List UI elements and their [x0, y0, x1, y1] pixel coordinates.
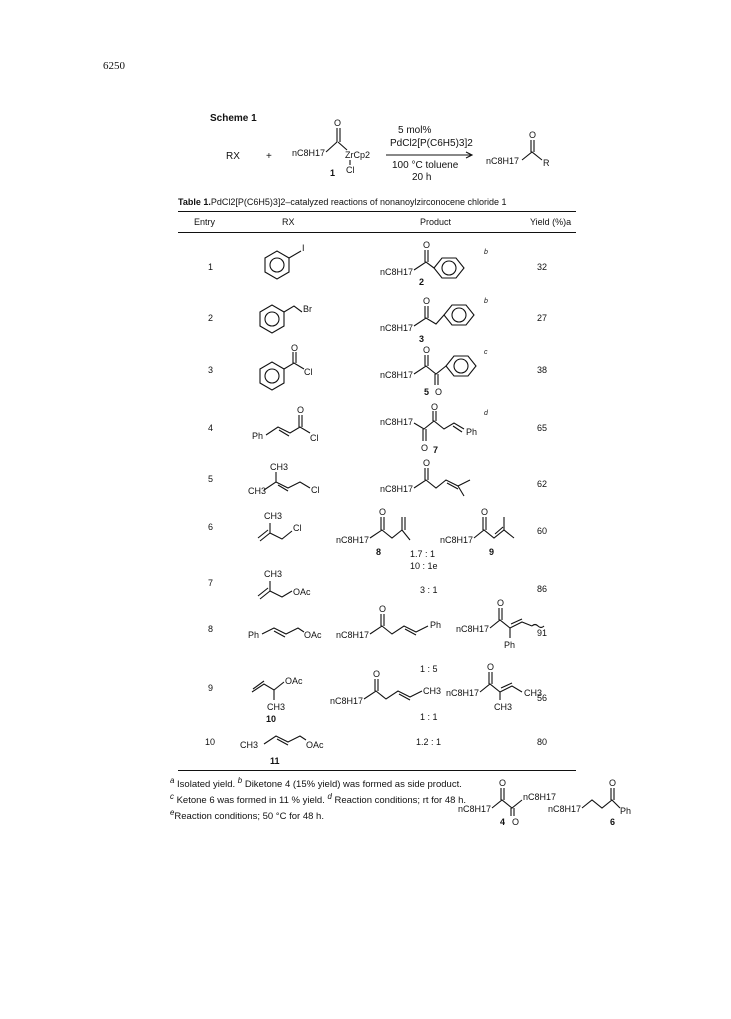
- product-2-note: b: [484, 298, 488, 305]
- rx-5-atom: Cl: [311, 485, 320, 495]
- rx-4-atom: Cl: [310, 433, 319, 443]
- table-top-rule: [178, 211, 576, 212]
- header-rx: RX: [282, 217, 295, 227]
- scheme-cond-time: 20 h: [412, 172, 432, 183]
- header-product: Product: [420, 217, 452, 227]
- rx-3-atom: Cl: [304, 367, 313, 377]
- product-8-ph: Ph: [430, 620, 442, 630]
- entry-6: 6: [208, 522, 214, 532]
- page-number: 6250: [103, 60, 125, 72]
- entry-5: 5: [208, 474, 214, 484]
- rx-8-ph: Ph: [248, 630, 260, 640]
- rx-benzoyl-chloride: [252, 345, 322, 390]
- svg-text:O: O: [423, 296, 431, 306]
- entry-3: 3: [208, 365, 214, 375]
- scheme-cond-catalyst: PdCl2[P(C6H5)3]2: [390, 138, 473, 149]
- svg-text:O: O: [291, 343, 299, 353]
- entry-10: 10: [205, 737, 216, 747]
- ratio-9: 1 : 1: [420, 712, 438, 722]
- ketone-6-structure: [548, 776, 658, 826]
- footnote-ketone-label: 6: [610, 817, 616, 827]
- product-1-label: 2: [419, 277, 425, 287]
- svg-text:O: O: [512, 817, 520, 827]
- scheme-product-r: R: [543, 158, 550, 168]
- svg-text:O: O: [423, 240, 431, 250]
- svg-text:O: O: [373, 669, 381, 679]
- footnote-a: $^a$ Isolated yield. $^b$ Diketone 4 (15% yield) was formed as side product.: [170, 776, 462, 791]
- product-8-9-structures: [336, 505, 516, 585]
- product-5-structure: [376, 345, 516, 405]
- product-4-chain: nC8H17: [380, 417, 414, 427]
- svg-text:O: O: [481, 507, 489, 517]
- rx-iodobenzene: [255, 244, 315, 284]
- entry-7: 7: [208, 578, 214, 588]
- entry-8: 8: [208, 624, 214, 634]
- yield-3: 38: [537, 365, 548, 375]
- svg-text:O: O: [609, 778, 617, 788]
- rx-9-atom: OAc: [285, 676, 303, 686]
- footnote-c: $^c$ Ketone 6 was formed in 11 % yield. $^d$ Reaction conditions; rt for 48 h. $^e$Reaction conditions; 50 °C for 48 h.: [170, 792, 466, 823]
- rx-7-atom: OAc: [293, 587, 311, 597]
- scheme-reagent-cl: Cl: [346, 165, 355, 175]
- svg-text:O: O: [497, 598, 505, 608]
- product-1-note: b: [484, 249, 488, 256]
- rx-10-atom: OAc: [306, 740, 324, 750]
- svg-text:O: O: [379, 507, 387, 517]
- svg-text:O: O: [499, 778, 507, 788]
- rx-6-me: CH3: [264, 511, 283, 521]
- product-7-structure: [376, 403, 516, 463]
- rx-cinnamoyl-chloride: [252, 403, 332, 448]
- ratio-10: 1.2 : 1: [416, 737, 442, 747]
- svg-text:O: O: [297, 405, 305, 415]
- header-entry: Entry: [194, 217, 216, 227]
- rx-10-structure: [250, 668, 330, 723]
- svg-text:O: O: [431, 402, 439, 412]
- product-6-label-a: 8: [376, 547, 382, 557]
- rx-10-me: CH3: [240, 740, 259, 750]
- yield-9: 56: [537, 693, 548, 703]
- product-6-chain2: nC8H17: [440, 535, 474, 545]
- rx-cinnamyl-acetate: [248, 618, 338, 648]
- footnote-diketone-chain1: nC8H17: [458, 804, 492, 814]
- product-9-chain2: nC8H17: [446, 688, 480, 698]
- ratio-8: 1 : 5: [420, 664, 438, 674]
- table-bottom-rule: [178, 770, 576, 771]
- svg-text:O: O: [379, 604, 387, 614]
- entry-9: 9: [208, 683, 214, 693]
- rx-5-me: CH3: [270, 462, 289, 472]
- yield-8: 91: [537, 628, 548, 638]
- rx-11-structure: [240, 728, 340, 768]
- yield-5: 62: [537, 479, 548, 489]
- scheme-arrow: [386, 150, 476, 160]
- ratio-7: 3 : 1: [420, 585, 438, 595]
- scheme-product-oxygen: O: [529, 130, 537, 140]
- product-8-chain2: nC8H17: [456, 624, 490, 634]
- svg-text:O: O: [423, 345, 431, 355]
- scheme-reagent-zr: ZrCp2: [345, 150, 371, 160]
- ratio-6-a: 1.7 : 1: [410, 549, 436, 559]
- product-6-label-b: 9: [489, 547, 495, 557]
- yield-2: 27: [537, 313, 548, 323]
- scheme-title: Scheme 1: [210, 113, 257, 124]
- footnotes: [170, 775, 470, 823]
- product-8-ph2: Ph: [504, 640, 516, 650]
- scheme-cond-temp: 100 °C toluene: [392, 160, 459, 171]
- product-4-note: d: [484, 410, 488, 417]
- product-2-chain: nC8H17: [380, 323, 414, 333]
- rx-9-me: CH3: [267, 702, 286, 712]
- product-2-label: 3: [419, 334, 425, 344]
- svg-text:O: O: [423, 458, 431, 468]
- yield-10: 80: [537, 737, 548, 747]
- product-1-chain: nC8H17: [380, 267, 414, 277]
- rx-1-atom: I: [302, 243, 305, 253]
- product-3-label: 5: [424, 387, 430, 397]
- table-caption-text: PdCl2[P(C6H5)3]2–catalyzed reactions of nonanoylzirconocene chloride 1: [210, 197, 507, 207]
- product-4-label: 7: [433, 445, 439, 455]
- table-caption-label: Table 1.: [178, 197, 211, 207]
- ratio-6-b: 10 : 1e: [410, 561, 438, 571]
- table-caption: [178, 197, 507, 207]
- product-6-chain: nC8H17: [336, 535, 370, 545]
- rx-9-label: 10: [266, 714, 277, 724]
- rx-benzyl-bromide: [250, 298, 320, 340]
- scheme-reagent-chain: nC8H17: [292, 148, 326, 158]
- product-9-me3: CH3: [494, 702, 513, 712]
- product-8-structures: [336, 596, 546, 656]
- rx-methallyl-chloride: [248, 507, 328, 547]
- footnote-ketone-chain: nC8H17: [548, 804, 582, 814]
- scheme-product-structure: [486, 130, 566, 170]
- footnote-diketone-chain2: nC8H17: [523, 792, 557, 802]
- yield-6: 60: [537, 526, 548, 536]
- rx-8-atom: OAc: [304, 630, 322, 640]
- product-3-chain: nC8H17: [380, 370, 414, 380]
- yield-1: 32: [537, 262, 548, 272]
- rx-2-atom: Br: [303, 304, 312, 314]
- entry-2: 2: [208, 313, 214, 323]
- yield-4: 65: [537, 423, 548, 433]
- scheme-cond-loading: 5 mol%: [398, 125, 432, 136]
- table-header-rule: [178, 232, 576, 233]
- rx-5-me2: CH3: [248, 486, 267, 496]
- rx-6-atom: Cl: [293, 523, 302, 533]
- product-4-ph: Ph: [466, 427, 478, 437]
- svg-text:O: O: [421, 443, 429, 453]
- rx-prenyl-chloride: [248, 458, 338, 503]
- product-9-me: CH3: [423, 686, 442, 696]
- svg-text:O: O: [435, 387, 443, 397]
- scheme-reagent-oxygen: O: [334, 118, 342, 128]
- rx-7-me: CH3: [264, 569, 283, 579]
- product-3-note: c: [484, 349, 488, 356]
- footnote-ketone-ph: Ph: [620, 806, 632, 816]
- footnote-diketone-label: 4: [500, 817, 506, 827]
- product-2-structure: [376, 240, 516, 290]
- svg-text:O: O: [487, 662, 495, 672]
- product-prenyl-ketone-structure: [376, 458, 516, 503]
- product-9-me2: CH3: [524, 688, 543, 698]
- scheme-plus: +: [266, 151, 272, 162]
- scheme-product-chain: nC8H17: [486, 156, 520, 166]
- header-yield: Yield (%)a: [530, 217, 572, 227]
- product-5-chain: nC8H17: [380, 484, 414, 494]
- entry-4: 4: [208, 423, 214, 433]
- product-3-structure: [376, 293, 516, 348]
- rx-10-label: 11: [270, 756, 280, 766]
- rx-methallyl-acetate: [248, 565, 338, 607]
- yield-7: 86: [537, 584, 548, 594]
- scheme-reagent-label: 1: [330, 168, 336, 178]
- rx-4-ph: Ph: [252, 431, 264, 441]
- entry-1: 1: [208, 262, 214, 272]
- product-8-chain: nC8H17: [336, 630, 370, 640]
- scheme-reagent-structure: [290, 118, 370, 178]
- scheme-rx: RX: [226, 151, 240, 162]
- product-9-chain: nC8H17: [330, 696, 364, 706]
